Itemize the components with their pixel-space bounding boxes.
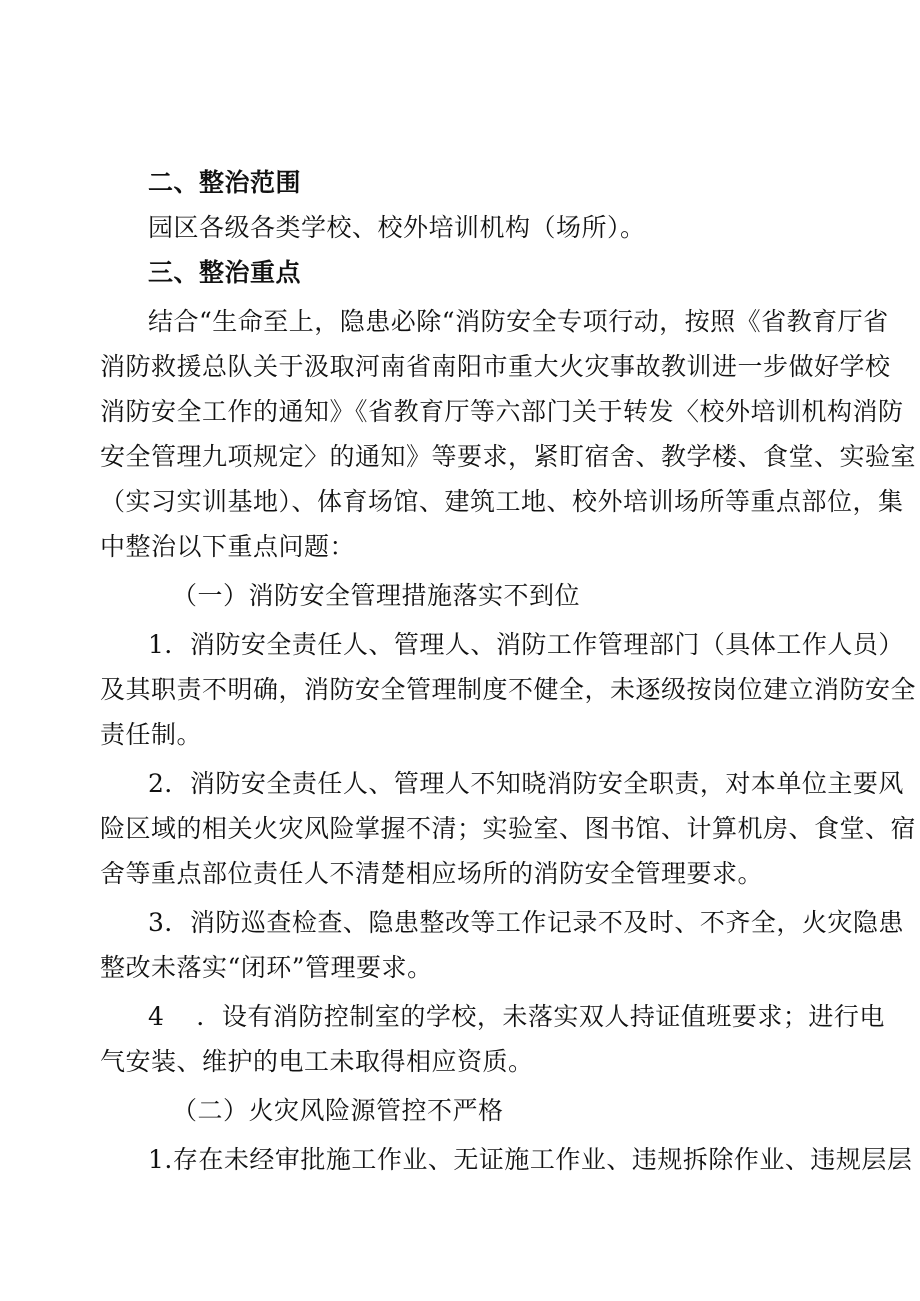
document-body [100, 160, 917, 1182]
paragraph-intro-line: 中整治以下重点问题： [100, 532, 356, 561]
list-item-4-text: ．设有消防控制室的学校，未落实双人持证值班要求；进行电 [196, 1002, 885, 1031]
list-item-3-line: 3．消防巡查检查、隐患整改等工作记录不及时、不齐全，火灾隐患 [148, 908, 904, 937]
list-item-4-line: 气安装、维护的电工未取得相应资质。 [100, 1047, 534, 1076]
subsection-heading-1: （一）消防安全管理措施落实不到位 [172, 581, 581, 610]
paragraph-scope: 园区各级各类学校、校外培训机构（场所）。 [148, 213, 646, 242]
paragraph-intro-line: 安全管理九项规定〉的通知》等要求，紧盯宿舍、教学楼、食堂、实验室 [100, 442, 917, 471]
list-item-5-line: 1.存在未经审批施工作业、无证施工作业、违规拆除作业、违规层层 [148, 1145, 913, 1174]
paragraph-intro-line: 结合“生命至上，隐患必除“消防安全专项行动，按照《省教育厅省 [148, 307, 889, 336]
list-item-1-line: 1．消防安全责任人、管理人、消防工作管理部门（具体工作人员） [148, 630, 904, 659]
list-item-4-line [100, 994, 885, 1039]
section-heading-scope: 二、整治范围 [148, 168, 302, 197]
paragraph-intro-line: 消防救援总队关于汲取河南省南阳市重大火灾事故教训进一步做好学校 [100, 352, 891, 381]
subsection-heading-2: （二）火灾风险源管控不严格 [172, 1096, 504, 1125]
list-item-3-line: 整改未落实“闭环”管理要求。 [100, 953, 433, 982]
list-item-1-line: 责任制。 [100, 720, 203, 749]
list-item-1-line: 及其职责不明确，消防安全管理制度不健全，未逐级按岗位建立消防安全 [100, 675, 917, 704]
list-item-2-line: 2．消防安全责任人、管理人不知晓消防安全职责，对本单位主要风 [148, 769, 904, 798]
paragraph-intro-line: （实习实训基地）、体育场馆、建筑工地、校外培训场所等重点部位，集 [100, 487, 904, 516]
list-item-2-line: 险区域的相关火灾风险掌握不清；实验室、图书馆、计算机房、食堂、宿 [100, 814, 917, 843]
list-item-2-line: 舍等重点部位责任人不清楚相应场所的消防安全管理要求。 [100, 859, 764, 888]
section-heading-focus: 三、整治重点 [148, 258, 302, 287]
paragraph-intro-line: 消防安全工作的通知》《省教育厅等六部门关于转发〈校外培训机构消防 [100, 397, 904, 426]
list-item-4-number: 4 [148, 1002, 165, 1031]
